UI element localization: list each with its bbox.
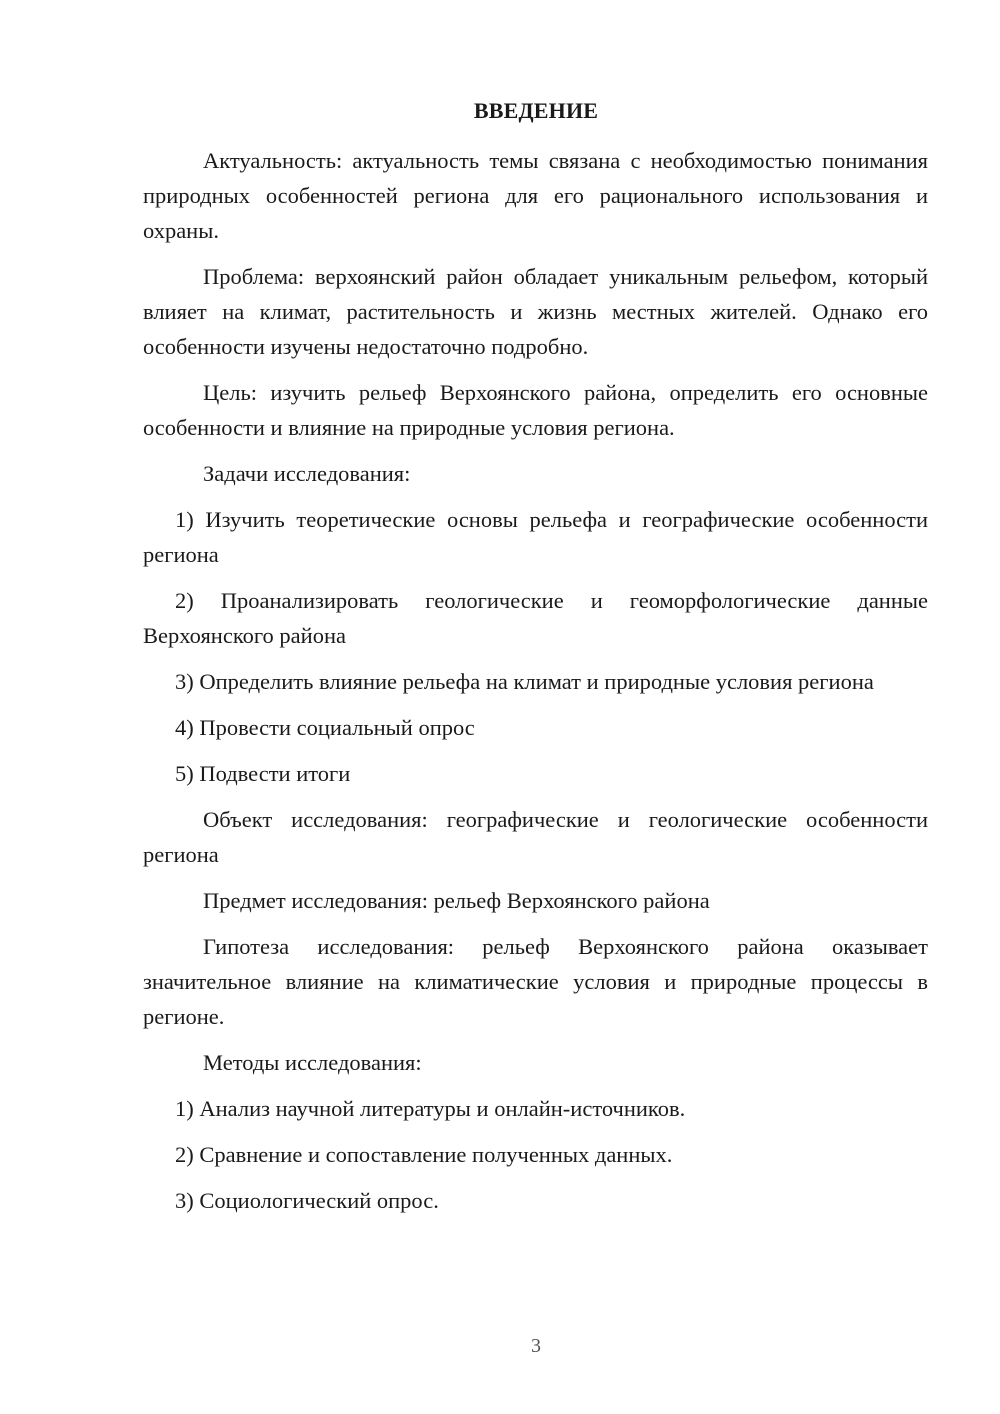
method-item-2: 2) Сравнение и сопоставление полученных данных. — [175, 1142, 673, 1167]
document-body — [143, 143, 928, 1229]
task-item-5: 5) Подвести итоги — [175, 761, 351, 786]
task-item-2: 2) Проанализировать геологические и геоморфологические данные Верхоянского района — [143, 588, 928, 648]
method-item-3: 3) Социологический опрос. — [175, 1188, 439, 1213]
task-item-3: 3) Определить влияние рельефа на климат и природные условия региона — [175, 669, 874, 694]
problem-paragraph: Проблема: верхоянский район обладает уникальным рельефом, который влияет на климат, растительность и жизнь местных жителей. Однако его особенности изучены недостаточно подробно. — [143, 264, 928, 359]
subject-paragraph: Предмет исследования: рельеф Верхоянского района — [203, 888, 710, 913]
section-title: ВВЕДЕНИЕ — [473, 98, 599, 123]
relevance-paragraph: Актуальность: актуальность темы связана с необходимостью понимания природных особенностей региона для его рационального использования и охраны. — [143, 148, 928, 243]
task-item-4: 4) Провести социальный опрос — [175, 715, 475, 740]
methods-heading: Методы исследования: — [203, 1050, 422, 1075]
hypothesis-paragraph: Гипотеза исследования: рельеф Верхоянского района оказывает значительное влияние на климатические условия и природные процессы в регионе. — [143, 934, 928, 1029]
goal-paragraph: Цель: изучить рельеф Верхоянского района, определить его основные особенности и влияние на природные условия региона. — [143, 380, 928, 440]
tasks-heading: Задачи исследования: — [203, 461, 411, 486]
method-item-1: 1) Анализ научной литературы и онлайн-источников. — [175, 1096, 686, 1121]
object-paragraph: Объект исследования: географические и геологические особенности региона — [143, 807, 928, 867]
task-item-1: 1) Изучить теоретические основы рельефа и географические особенности региона — [143, 507, 928, 567]
page-number: 3 — [531, 1335, 541, 1357]
